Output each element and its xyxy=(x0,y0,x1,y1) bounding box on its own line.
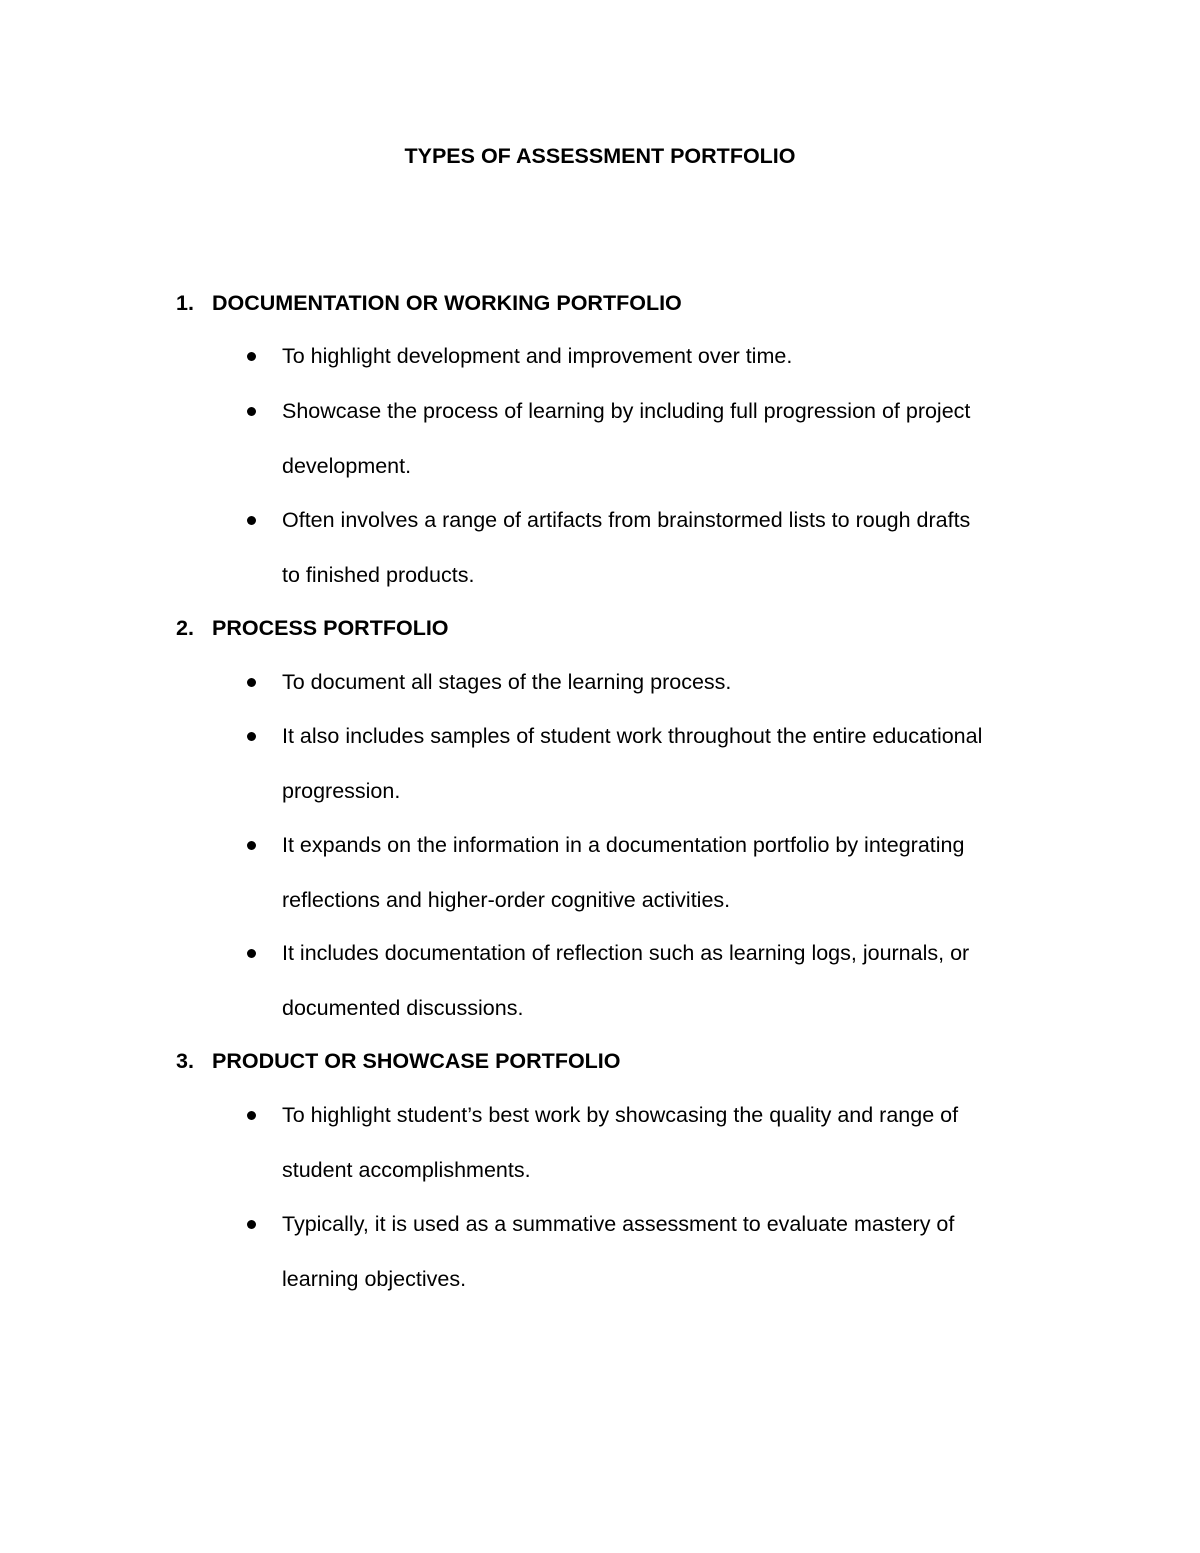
bullet-line: learning objectives. xyxy=(282,1266,467,1291)
bullet-icon xyxy=(247,949,256,958)
document-title: TYPES OF ASSESSMENT PORTFOLIO xyxy=(404,144,796,168)
bullet-text xyxy=(282,1088,1072,1197)
bullet-line: Typically, it is used as a summative assessment to evaluate mastery of xyxy=(282,1212,955,1236)
section-number: 1. xyxy=(176,291,194,315)
bullet-text xyxy=(282,709,1072,818)
section-heading xyxy=(0,613,1200,643)
section-number: 2. xyxy=(176,616,194,640)
section-heading xyxy=(0,288,1200,318)
bullet-line: Showcase the process of learning by including full progression of project xyxy=(282,399,971,423)
bullet-line: To highlight student’s best work by showcasing the quality and range of xyxy=(282,1103,959,1127)
bullet-icon xyxy=(247,516,256,525)
bullet-icon xyxy=(247,841,256,850)
bullet-icon xyxy=(247,407,256,416)
section-title: DOCUMENTATION OR WORKING PORTFOLIO xyxy=(212,291,682,315)
bullet-line: progression. xyxy=(282,778,401,803)
section-process-portfolio xyxy=(0,613,1200,1020)
bullet-line: To document all stages of the learning process. xyxy=(282,670,732,694)
bullet-icon xyxy=(247,732,256,741)
bullet-icon xyxy=(247,1220,256,1229)
bullet-line: to finished products. xyxy=(282,562,475,587)
bullet-text xyxy=(282,1197,1072,1306)
bullet-text xyxy=(282,655,1072,710)
section-title: PRODUCT OR SHOWCASE PORTFOLIO xyxy=(212,1049,621,1073)
bullet-text xyxy=(282,329,1072,384)
bullet-line: documented discussions. xyxy=(282,995,524,1020)
bullet-line: student accomplishments. xyxy=(282,1157,531,1182)
bullet-text xyxy=(282,493,1072,602)
bullet-line: Often involves a range of artifacts from brainstormed lists to rough drafts xyxy=(282,508,971,532)
bullet-line: To highlight development and improvement over time. xyxy=(282,344,793,368)
bullet-line: reflections and higher-order cognitive activities. xyxy=(282,887,731,912)
bullet-text xyxy=(282,384,1072,493)
bullet-icon xyxy=(247,352,256,361)
section-number: 3. xyxy=(176,1049,194,1073)
bullet-line: It expands on the information in a documentation portfolio by integrating xyxy=(282,833,965,857)
section-title: PROCESS PORTFOLIO xyxy=(212,616,449,640)
bullet-icon xyxy=(247,678,256,687)
bullet-icon xyxy=(247,1111,256,1120)
bullet-line: development. xyxy=(282,453,412,478)
bullet-text xyxy=(282,926,1072,1035)
section-showcase-portfolio xyxy=(0,1046,1200,1291)
bullet-text xyxy=(282,818,1072,927)
bullet-line: It also includes samples of student work throughout the entire educational xyxy=(282,724,983,748)
section-heading xyxy=(0,1046,1200,1076)
bullet-line: It includes documentation of reflection such as learning logs, journals, or xyxy=(282,941,970,965)
section-documentation-portfolio xyxy=(0,288,1200,587)
